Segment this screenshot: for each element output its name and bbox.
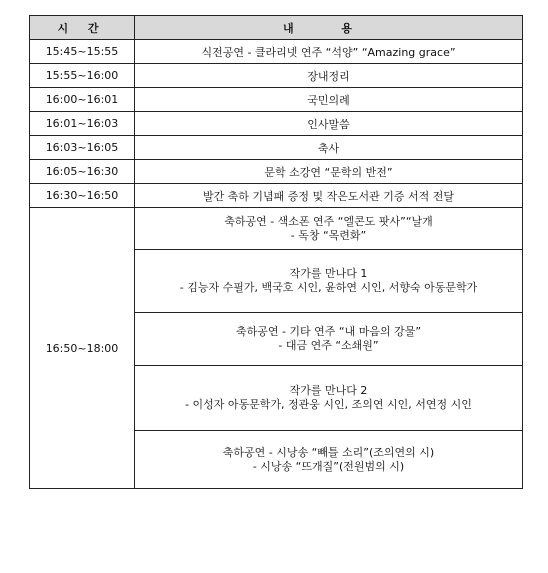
block-line: - 독창 “목련화” <box>290 228 367 242</box>
block-line: 축하공연 - 시낭송 “빼틀 소리”(조의연의 시) <box>222 445 435 459</box>
content-cell: 인사말씀 <box>135 112 523 136</box>
table-row <box>30 40 523 64</box>
content-cell <box>135 250 523 313</box>
header-content: 내 용 <box>135 16 523 40</box>
block-line: 작가를 만나다 1 <box>289 267 368 280</box>
content-cell: 장내정리 <box>135 64 523 88</box>
content-cell: 축사 <box>135 136 523 160</box>
content-cell: 식전공연 - 클라리넷 연주 “석양” “Amazing grace” <box>135 40 523 64</box>
table-header-row <box>30 16 523 40</box>
content-cell <box>135 366 523 431</box>
content-cell: 발간 축하 기념패 증정 및 작은도서관 기증 서적 전달 <box>135 184 523 208</box>
table-row <box>30 136 523 160</box>
table-row <box>30 88 523 112</box>
block-line: - 김능자 수필가, 백국호 시인, 윤하연 시인, 서향숙 아동문학가 <box>179 281 478 294</box>
time-cell: 16:03~16:05 <box>30 136 135 160</box>
content-cell <box>135 208 523 250</box>
table-row <box>30 112 523 136</box>
time-cell: 15:45~15:55 <box>30 40 135 64</box>
content-cell: 국민의례 <box>135 88 523 112</box>
time-cell: 16:30~16:50 <box>30 184 135 208</box>
table-row <box>30 160 523 184</box>
table-row <box>30 184 523 208</box>
table-row <box>30 64 523 88</box>
time-cell: 15:55~16:00 <box>30 64 135 88</box>
block-line: - 시낭송 “뜨개질”(전원범의 시) <box>252 459 405 473</box>
header-time: 시 간 <box>30 16 135 40</box>
time-cell: 16:01~16:03 <box>30 112 135 136</box>
merged-time-cell: 16:50~18:00 <box>30 208 135 489</box>
content-cell <box>135 313 523 366</box>
block-line: 축하공연 - 색소폰 연주 “엘콘도 팟사”“날개 <box>224 214 433 228</box>
block-line: 작가를 만나다 2 <box>289 384 368 397</box>
block-line: 축하공연 - 기타 연주 “내 마음의 강물” <box>235 325 422 338</box>
content-cell: 문학 소강연 “문학의 반전” <box>135 160 523 184</box>
time-cell: 16:05~16:30 <box>30 160 135 184</box>
table-row <box>30 208 523 250</box>
time-cell: 16:00~16:01 <box>30 88 135 112</box>
program-schedule-table <box>29 15 523 489</box>
block-line: - 이성자 아동문학가, 정관웅 시인, 조의연 시인, 서연정 시인 <box>185 398 472 411</box>
content-cell <box>135 431 523 489</box>
block-line: - 대금 연주 “소쇄원” <box>278 339 379 352</box>
